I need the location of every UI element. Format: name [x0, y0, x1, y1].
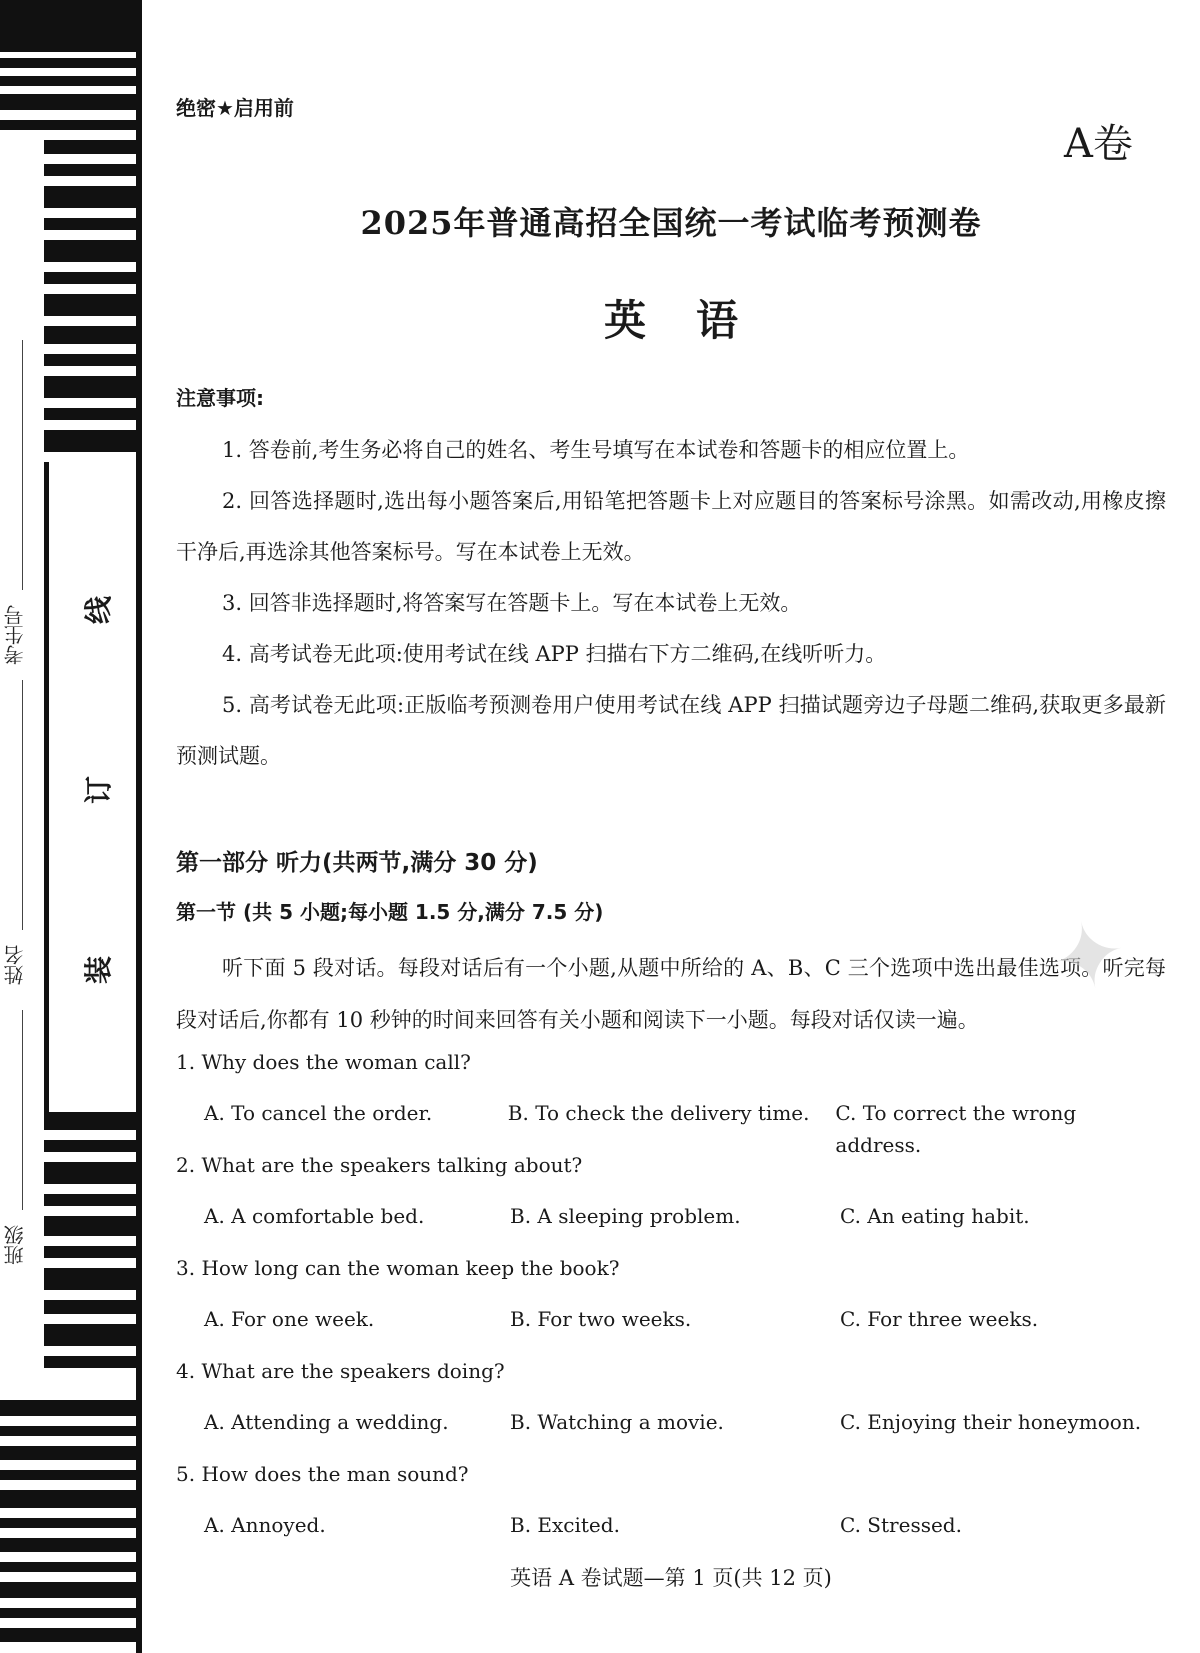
binding-char-xian: 线 — [82, 596, 115, 625]
binding-margin — [0, 0, 142, 1653]
notice-item: 5. 高考试卷无此项:正版临考预测卷用户使用考试在线 APP 扫描试题旁边子母题二维码,获取更多最新预测试题。 — [176, 693, 1166, 768]
question-options — [176, 1303, 1166, 1335]
option-a: A. Attending a wedding. — [204, 1410, 449, 1434]
binding-stripe — [44, 1300, 136, 1314]
part-one-heading: 第一部分 听力(共两节,满分 30 分) — [176, 850, 538, 876]
watermark-icon: ✦ — [1040, 897, 1137, 1017]
binding-stripe — [0, 1562, 136, 1572]
notice-heading: 注意事项: — [176, 386, 264, 410]
question-3 — [176, 1252, 1166, 1355]
option-b: B. A sleeping problem. — [510, 1204, 741, 1228]
binding-stripe — [0, 1426, 136, 1436]
binding-stripe — [44, 272, 136, 284]
binding-stripe — [44, 1216, 136, 1236]
subject-title: 英语 — [603, 296, 788, 345]
option-b: B. Excited. — [510, 1513, 620, 1537]
binding-stripe — [44, 326, 136, 344]
question-5 — [176, 1458, 1166, 1561]
option-c: C. Stressed. — [840, 1513, 962, 1537]
binding-stripe — [0, 58, 136, 68]
binding-stripe — [0, 1628, 136, 1642]
section-one-heading: 第一节 (共 5 小题;每小题 1.5 分,满分 7.5 分) — [176, 900, 604, 924]
question-options — [176, 1509, 1166, 1541]
option-a: A. To cancel the order. — [204, 1101, 433, 1125]
binding-stripe — [44, 430, 136, 452]
option-b: B. Watching a movie. — [510, 1410, 724, 1434]
binding-inner-line — [44, 462, 49, 1112]
notice-item: 1. 答卷前,考生务必将自己的姓名、考生号填写在本试卷和答题卡的相应位置上。 — [222, 438, 970, 462]
paper-version: A卷 — [1064, 121, 1133, 167]
binding-stripe — [0, 94, 136, 110]
notice-item: 4. 高考试卷无此项:使用考试在线 APP 扫描右下方二维码,在线听听力。 — [222, 642, 887, 666]
question-stem: 5. How does the man sound? — [176, 1462, 469, 1486]
question-2 — [176, 1149, 1166, 1252]
binding-stripe — [44, 354, 136, 366]
binding-stripe — [44, 240, 136, 262]
binding-stripe — [44, 1162, 136, 1184]
binding-stripe — [0, 1518, 136, 1528]
binding-stripe — [0, 1582, 136, 1598]
class-label: 班级 — [3, 1225, 27, 1265]
option-c: C. An eating habit. — [840, 1204, 1030, 1228]
option-c: C. For three weeks. — [840, 1307, 1039, 1331]
exam-title: 2025年普通高招全国统一考试临考预测卷 — [360, 204, 982, 242]
question-4 — [176, 1355, 1166, 1458]
exam-number-label: 考生号 — [3, 605, 27, 665]
question-stem: 3. How long can the woman keep the book? — [176, 1256, 620, 1280]
binding-char-zhuang: 装 — [82, 956, 115, 985]
question-options — [176, 1200, 1166, 1232]
question-stem: 4. What are the speakers doing? — [176, 1359, 505, 1383]
option-a: A. Annoyed. — [204, 1513, 326, 1537]
binding-vertical-bar — [136, 0, 142, 1653]
question-stem: 1. Why does the woman call? — [176, 1050, 471, 1074]
question-stem: 2. What are the speakers talking about? — [176, 1153, 583, 1177]
binding-stripe — [0, 120, 136, 130]
binding-stripe — [0, 1400, 136, 1416]
notice-item: 2. 回答选择题时,选出每小题答案后,用铅笔把答题卡上对应题目的答案标号涂黑。如需改动,用橡皮擦干净后,再选涂其他答案标号。写在本试卷上无效。 — [176, 489, 1166, 564]
binding-stripe — [0, 1490, 136, 1508]
binding-stripe — [44, 164, 136, 176]
listening-directions: 听下面 5 段对话。每段对话后有一个小题,从题中所给的 A、B、C 三个选项中选出最佳选项。听完每段对话后,你都有 10 秒钟的时间来回答有关小题和阅读下一小题。每段对话仅读一遍。 — [176, 956, 1166, 1032]
page-footer: 英语 A 卷试题—第 1 页(共 12 页) — [510, 1566, 832, 1590]
binding-stripe — [44, 140, 136, 154]
notice-item: 3. 回答非选择题时,将答案写在答题卡上。写在本试卷上无效。 — [222, 591, 802, 615]
binding-stripe — [0, 76, 136, 86]
binding-stripe — [44, 186, 136, 208]
option-b: B. For two weeks. — [510, 1307, 692, 1331]
binding-char-ding: 订 — [82, 776, 115, 805]
option-a: A. A comfortable bed. — [204, 1204, 425, 1228]
question-options — [176, 1406, 1166, 1438]
binding-stripe — [0, 1446, 136, 1460]
option-a: A. For one week. — [204, 1307, 375, 1331]
binding-stripe — [44, 1140, 136, 1152]
option-c: C. Enjoying their honeymoon. — [840, 1410, 1142, 1434]
option-c: C. To correct the wrong address. — [835, 1101, 1077, 1157]
binding-stripe — [0, 1470, 136, 1480]
binding-stripe — [44, 376, 136, 398]
question-list — [176, 1046, 1166, 1561]
binding-stripe — [44, 1246, 136, 1258]
class-blank-line — [22, 1010, 23, 1210]
notice-list — [176, 425, 1166, 782]
exam-number-blank-line — [22, 340, 23, 590]
binding-stripe — [44, 408, 136, 420]
binding-stripe — [0, 1608, 136, 1618]
binding-stripe — [44, 1194, 136, 1206]
binding-stripe — [44, 294, 136, 316]
binding-stripe — [44, 1112, 136, 1130]
binding-stripe — [44, 1268, 136, 1290]
name-blank-line — [22, 680, 23, 930]
name-label: 姓名 — [3, 945, 27, 985]
binding-stripe — [0, 1538, 136, 1552]
option-b: B. To check the delivery time. — [507, 1101, 810, 1125]
confidential-mark: 绝密★启用前 — [176, 96, 294, 120]
binding-stripe — [44, 218, 136, 230]
binding-top-bar — [0, 0, 136, 52]
binding-stripe — [44, 1356, 136, 1368]
question-1 — [176, 1046, 1166, 1157]
binding-stripe — [44, 1324, 136, 1346]
